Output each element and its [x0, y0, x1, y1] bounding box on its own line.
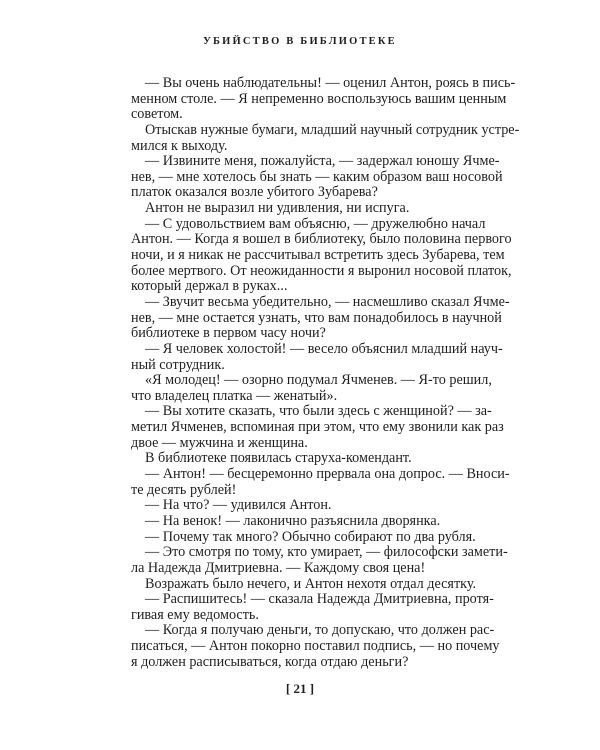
text-line: «Я молодец! — озорно подумал Ячменев. — Я-то решил, — [145, 372, 492, 389]
text-line: — Это смотря по тому, кто умирает, — философски замети- — [145, 544, 508, 561]
text-line: ночи, и я никак не рассчитывал встретить здесь Зубарева, тем — [131, 247, 505, 264]
text-line: платок оказался возле убитого Зубарева? — [131, 184, 378, 201]
text-line: нев, — мне хотелось бы знать — каким образом ваш носовой — [131, 168, 503, 185]
text-line: — Я человек холостой! — весело объяснил младший науч- — [145, 340, 503, 357]
text-line: — Вы очень наблюдательны! — оценил Антон, роясь в пись- — [145, 75, 516, 91]
text-line: менном столе. — Я непременно воспользуюсь вашим ценным — [131, 90, 507, 107]
text-line: — Вы хотите сказать, что были здесь с женщиной? — за- — [145, 403, 492, 420]
text-line: — С удовольствием вам объясню, — дружелюбно начал — [145, 215, 486, 232]
text-line: который держал в руках... — [131, 278, 288, 295]
text-line: советом. — [131, 106, 183, 123]
text-line: Антон не выразил ни удивления, ни испуга. — [145, 200, 410, 217]
text-line: нев, — мне остается узнать, что вам понадобилось в научной — [131, 309, 502, 326]
text-line: — Распишитесь! — сказала Надежда Дмитриевна, протя- — [145, 591, 494, 608]
text-line: — На что? — удивился Антон. — [145, 497, 332, 514]
text-line: — Звучит весьма убедительно, — насмешливо сказал Ячме- — [145, 293, 510, 310]
body-text — [131, 75, 520, 670]
text-line: что владелец платка — женатый». — [131, 387, 338, 404]
text-line: В библиотеке появилась старуха-комендант. — [145, 450, 412, 467]
text-line: — На венок! — лаконично разъяснила дворянка. — [145, 512, 441, 529]
text-line: — Почему так много? Обычно собирают по два рубля. — [145, 528, 476, 545]
text-line: — Антон! — бесцеремонно прервала она допрос. — Вноси- — [145, 466, 510, 483]
text-line: гивая ему ведомость. — [131, 606, 259, 623]
text-line: ный сотрудник. — [131, 356, 225, 373]
text-line: Антон. — Когда я вошел в библиотеку, было половина первого — [131, 231, 512, 248]
text-line: я должен расписываться, когда отдаю деньги? — [131, 653, 409, 670]
text-line: библиотеке в первом часу ночи? — [131, 325, 326, 342]
text-line: Возражать было нечего, и Антон нехотя отдал десятку. — [145, 575, 477, 592]
text-line: Отыскав нужные бумаги, младший научный сотрудник устре- — [145, 121, 520, 138]
text-line: писаться, — Антон покорно поставил подпись, — но почему — [131, 638, 500, 655]
text-line: — Извините меня, пожалуйста, — задержал юношу Ячме- — [145, 153, 500, 170]
running-header: УБИЙСТВО В БИБЛИОТЕКЕ — [203, 36, 397, 47]
page-number: [ 21 ] — [285, 681, 315, 696]
text-line: ла Надежда Дмитриевна. — Каждому своя цена! — [131, 559, 426, 576]
text-line: метил Ячменев, вспоминая при этом, что ему звонили как раз — [131, 419, 504, 436]
text-line: более мертвого. От неожиданности я выронил носовой платок, — [131, 262, 512, 279]
text-line: мился к выходу. — [131, 137, 228, 154]
text-line: двое — мужчина и женщина. — [131, 434, 308, 451]
text-line: — Когда я получаю деньги, то допускаю, что должен рас- — [145, 622, 495, 639]
text-line: те десять рублей! — [131, 481, 237, 498]
